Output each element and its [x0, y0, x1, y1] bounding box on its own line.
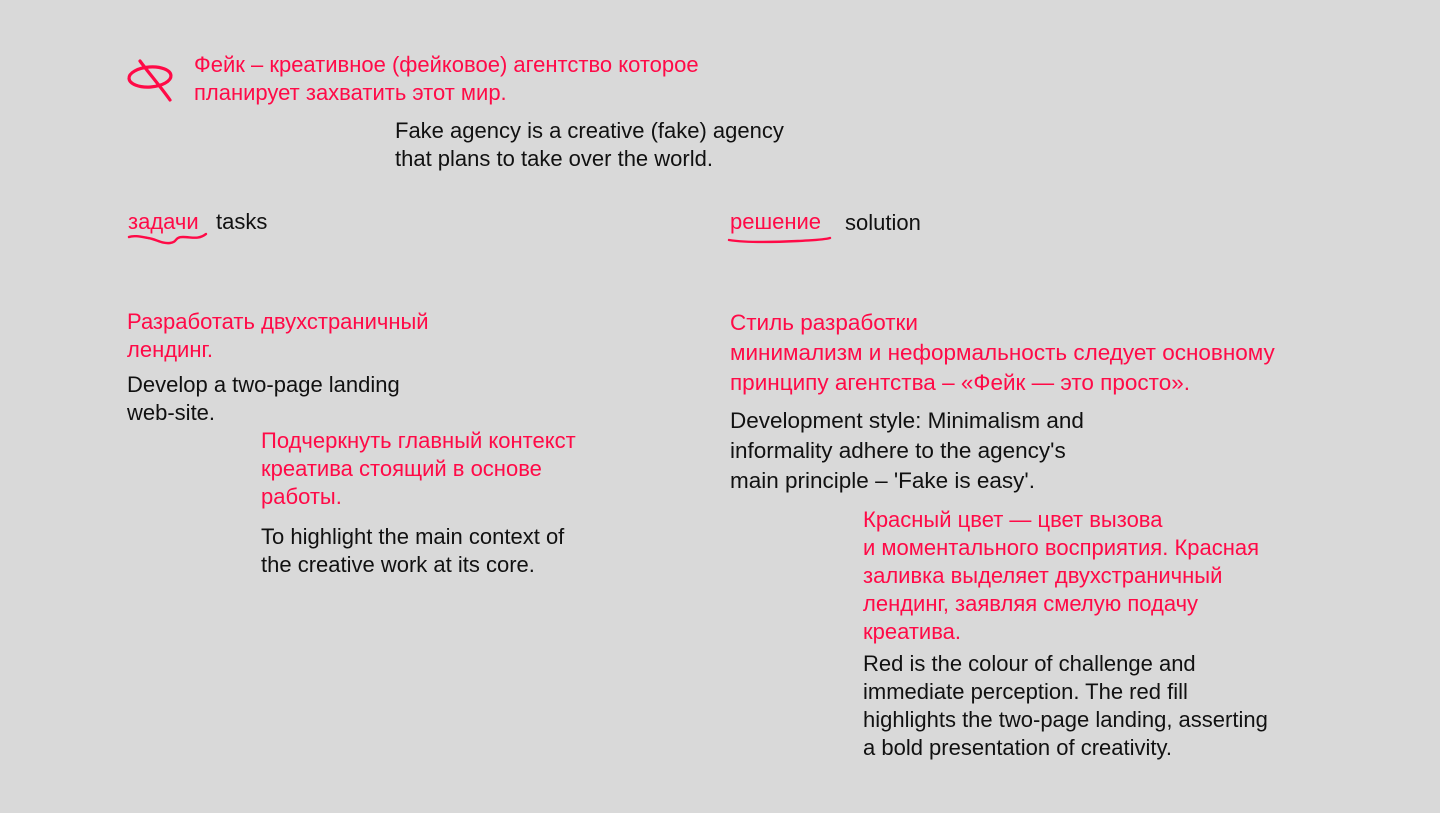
task1-ru-text: Разработать двухстраничный лендинг.	[127, 309, 429, 362]
phi-logo-icon	[126, 58, 176, 104]
task2-en-text: To highlight the main context of the creative work at its core.	[261, 524, 565, 577]
task1-en-text: Develop a two-page landing web-site.	[127, 372, 400, 425]
solution2-ru-text: Красный цвет — цвет вызова и моментального восприятия. Красная заливка выделяет двухстраничный лендинг, заявляя смелую подачу креатива.	[863, 507, 1260, 644]
tasks-heading-en: tasks	[216, 209, 268, 234]
intro-en-text: Fake agency is a creative (fake) agency that plans to take over the world.	[395, 118, 784, 171]
solution-heading-en: solution	[845, 210, 921, 235]
solution-heading-ru: решение	[730, 209, 822, 234]
solution1-ru-text: Стиль разработки минимализм и неформальность следует основному принципу агентства – «Фейк — это просто».	[730, 310, 1275, 395]
task2-ru-text: Подчеркнуть главный контекст креатива стоящий в основе работы.	[261, 428, 576, 509]
tasks-underline-icon	[128, 233, 208, 245]
solution2-en-text: Red is the colour of challenge and immediate perception. The red fill highlights the two-page landing, asserting a bold presentation of creativity.	[863, 651, 1268, 760]
tasks-heading-ru: задачи	[128, 209, 199, 234]
solution-underline-icon	[728, 234, 834, 244]
solution1-en-text: Development style: Minimalism and informality adhere to the agency's main principle – 'Fake is easy'.	[730, 408, 1084, 493]
intro-ru-text: Фейк – креативное (фейковое) агентство которое планирует захватить этот мир.	[194, 52, 699, 105]
